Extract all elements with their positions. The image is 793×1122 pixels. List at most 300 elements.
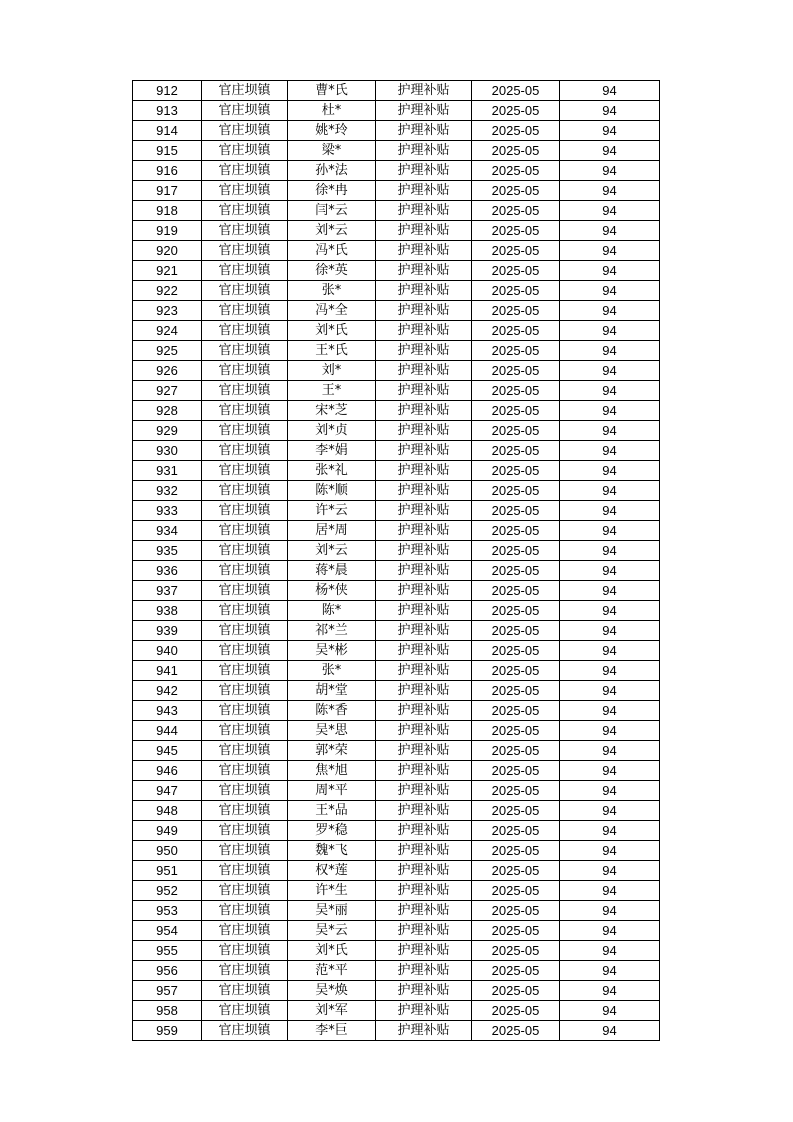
amount-cell: 94 — [560, 541, 660, 561]
subsidy-type-cell: 护理补贴 — [376, 301, 472, 321]
amount-cell: 94 — [560, 241, 660, 261]
name-cell: 许*生 — [288, 881, 376, 901]
row-number-cell: 914 — [133, 121, 202, 141]
name-cell: 吴*思 — [288, 721, 376, 741]
table-row — [133, 241, 660, 261]
amount-cell: 94 — [560, 781, 660, 801]
name-cell: 李*巨 — [288, 1021, 376, 1041]
table-row — [133, 1021, 660, 1041]
table-row — [133, 861, 660, 881]
row-number-cell: 917 — [133, 181, 202, 201]
name-cell: 冯*氏 — [288, 241, 376, 261]
town-cell: 官庄坝镇 — [202, 621, 288, 641]
row-number-cell: 959 — [133, 1021, 202, 1041]
amount-cell: 94 — [560, 841, 660, 861]
town-cell: 官庄坝镇 — [202, 461, 288, 481]
amount-cell: 94 — [560, 81, 660, 101]
row-number-cell: 928 — [133, 401, 202, 421]
name-cell: 曹*氏 — [288, 81, 376, 101]
period-cell: 2025-05 — [472, 201, 560, 221]
period-cell: 2025-05 — [472, 841, 560, 861]
subsidy-type-cell: 护理补贴 — [376, 761, 472, 781]
name-cell: 陈*顺 — [288, 481, 376, 501]
amount-cell: 94 — [560, 221, 660, 241]
period-cell: 2025-05 — [472, 181, 560, 201]
town-cell: 官庄坝镇 — [202, 241, 288, 261]
name-cell: 权*莲 — [288, 861, 376, 881]
name-cell: 吴*彬 — [288, 641, 376, 661]
table-row — [133, 801, 660, 821]
name-cell: 祁*兰 — [288, 621, 376, 641]
row-number-cell: 942 — [133, 681, 202, 701]
amount-cell: 94 — [560, 1001, 660, 1021]
name-cell: 李*娟 — [288, 441, 376, 461]
subsidy-type-cell: 护理补贴 — [376, 501, 472, 521]
subsidy-type-cell: 护理补贴 — [376, 361, 472, 381]
town-cell: 官庄坝镇 — [202, 141, 288, 161]
amount-cell: 94 — [560, 621, 660, 641]
table-row — [133, 401, 660, 421]
town-cell: 官庄坝镇 — [202, 941, 288, 961]
amount-cell: 94 — [560, 181, 660, 201]
row-number-cell: 930 — [133, 441, 202, 461]
name-cell: 徐*冉 — [288, 181, 376, 201]
town-cell: 官庄坝镇 — [202, 361, 288, 381]
subsidy-type-cell: 护理补贴 — [376, 581, 472, 601]
period-cell: 2025-05 — [472, 581, 560, 601]
table-row — [133, 321, 660, 341]
name-cell: 吴*焕 — [288, 981, 376, 1001]
name-cell: 魏*飞 — [288, 841, 376, 861]
row-number-cell: 940 — [133, 641, 202, 661]
subsidy-type-cell: 护理补贴 — [376, 161, 472, 181]
name-cell: 张*礼 — [288, 461, 376, 481]
amount-cell: 94 — [560, 801, 660, 821]
row-number-cell: 918 — [133, 201, 202, 221]
amount-cell: 94 — [560, 341, 660, 361]
amount-cell: 94 — [560, 381, 660, 401]
subsidy-type-cell: 护理补贴 — [376, 481, 472, 501]
period-cell: 2025-05 — [472, 121, 560, 141]
town-cell: 官庄坝镇 — [202, 681, 288, 701]
table-row — [133, 921, 660, 941]
row-number-cell: 941 — [133, 661, 202, 681]
town-cell: 官庄坝镇 — [202, 501, 288, 521]
amount-cell: 94 — [560, 521, 660, 541]
table-row — [133, 541, 660, 561]
subsidy-type-cell: 护理补贴 — [376, 281, 472, 301]
period-cell: 2025-05 — [472, 101, 560, 121]
town-cell: 官庄坝镇 — [202, 661, 288, 681]
subsidy-type-cell: 护理补贴 — [376, 861, 472, 881]
period-cell: 2025-05 — [472, 901, 560, 921]
subsidy-type-cell: 护理补贴 — [376, 521, 472, 541]
period-cell: 2025-05 — [472, 541, 560, 561]
period-cell: 2025-05 — [472, 341, 560, 361]
row-number-cell: 954 — [133, 921, 202, 941]
amount-cell: 94 — [560, 961, 660, 981]
town-cell: 官庄坝镇 — [202, 1021, 288, 1041]
town-cell: 官庄坝镇 — [202, 401, 288, 421]
subsidy-type-cell: 护理补贴 — [376, 101, 472, 121]
row-number-cell: 949 — [133, 821, 202, 841]
town-cell: 官庄坝镇 — [202, 81, 288, 101]
subsidy-type-cell: 护理补贴 — [376, 941, 472, 961]
period-cell: 2025-05 — [472, 481, 560, 501]
period-cell: 2025-05 — [472, 521, 560, 541]
subsidy-type-cell: 护理补贴 — [376, 561, 472, 581]
town-cell: 官庄坝镇 — [202, 521, 288, 541]
name-cell: 姚*玲 — [288, 121, 376, 141]
name-cell: 范*平 — [288, 961, 376, 981]
period-cell: 2025-05 — [472, 661, 560, 681]
subsidy-type-cell: 护理补贴 — [376, 381, 472, 401]
period-cell: 2025-05 — [472, 161, 560, 181]
row-number-cell: 922 — [133, 281, 202, 301]
town-cell: 官庄坝镇 — [202, 721, 288, 741]
subsidy-table — [132, 80, 660, 1041]
row-number-cell: 920 — [133, 241, 202, 261]
table-row — [133, 501, 660, 521]
table-row — [133, 901, 660, 921]
subsidy-type-cell: 护理补贴 — [376, 321, 472, 341]
name-cell: 许*云 — [288, 501, 376, 521]
table-row — [133, 681, 660, 701]
row-number-cell: 927 — [133, 381, 202, 401]
table-row — [133, 661, 660, 681]
period-cell: 2025-05 — [472, 561, 560, 581]
row-number-cell: 934 — [133, 521, 202, 541]
table-row — [133, 201, 660, 221]
table-row — [133, 161, 660, 181]
row-number-cell: 937 — [133, 581, 202, 601]
town-cell: 官庄坝镇 — [202, 981, 288, 1001]
row-number-cell: 933 — [133, 501, 202, 521]
amount-cell: 94 — [560, 981, 660, 1001]
amount-cell: 94 — [560, 121, 660, 141]
subsidy-type-cell: 护理补贴 — [376, 641, 472, 661]
name-cell: 王*品 — [288, 801, 376, 821]
period-cell: 2025-05 — [472, 861, 560, 881]
table-row — [133, 641, 660, 661]
name-cell: 刘*云 — [288, 541, 376, 561]
period-cell: 2025-05 — [472, 821, 560, 841]
period-cell: 2025-05 — [472, 1001, 560, 1021]
name-cell: 刘*云 — [288, 221, 376, 241]
subsidy-type-cell: 护理补贴 — [376, 981, 472, 1001]
row-number-cell: 950 — [133, 841, 202, 861]
table-row — [133, 821, 660, 841]
amount-cell: 94 — [560, 501, 660, 521]
amount-cell: 94 — [560, 321, 660, 341]
amount-cell: 94 — [560, 441, 660, 461]
town-cell: 官庄坝镇 — [202, 781, 288, 801]
period-cell: 2025-05 — [472, 381, 560, 401]
amount-cell: 94 — [560, 921, 660, 941]
name-cell: 吴*丽 — [288, 901, 376, 921]
town-cell: 官庄坝镇 — [202, 641, 288, 661]
town-cell: 官庄坝镇 — [202, 161, 288, 181]
table-row — [133, 121, 660, 141]
subsidy-type-cell: 护理补贴 — [376, 741, 472, 761]
name-cell: 孙*法 — [288, 161, 376, 181]
town-cell: 官庄坝镇 — [202, 421, 288, 441]
row-number-cell: 958 — [133, 1001, 202, 1021]
row-number-cell: 944 — [133, 721, 202, 741]
town-cell: 官庄坝镇 — [202, 181, 288, 201]
period-cell: 2025-05 — [472, 301, 560, 321]
period-cell: 2025-05 — [472, 721, 560, 741]
period-cell: 2025-05 — [472, 461, 560, 481]
name-cell: 张* — [288, 661, 376, 681]
period-cell: 2025-05 — [472, 621, 560, 641]
table-row — [133, 741, 660, 761]
town-cell: 官庄坝镇 — [202, 701, 288, 721]
table-row — [133, 261, 660, 281]
name-cell: 吴*云 — [288, 921, 376, 941]
period-cell: 2025-05 — [472, 681, 560, 701]
town-cell: 官庄坝镇 — [202, 861, 288, 881]
town-cell: 官庄坝镇 — [202, 121, 288, 141]
table-row — [133, 881, 660, 901]
amount-cell: 94 — [560, 161, 660, 181]
subsidy-type-cell: 护理补贴 — [376, 701, 472, 721]
table-row — [133, 761, 660, 781]
row-number-cell: 952 — [133, 881, 202, 901]
period-cell: 2025-05 — [472, 441, 560, 461]
table-row — [133, 961, 660, 981]
row-number-cell: 945 — [133, 741, 202, 761]
name-cell: 罗*稳 — [288, 821, 376, 841]
town-cell: 官庄坝镇 — [202, 601, 288, 621]
town-cell: 官庄坝镇 — [202, 901, 288, 921]
name-cell: 胡*堂 — [288, 681, 376, 701]
amount-cell: 94 — [560, 261, 660, 281]
town-cell: 官庄坝镇 — [202, 101, 288, 121]
period-cell: 2025-05 — [472, 401, 560, 421]
subsidy-type-cell: 护理补贴 — [376, 401, 472, 421]
table-row — [133, 621, 660, 641]
town-cell: 官庄坝镇 — [202, 201, 288, 221]
subsidy-type-cell: 护理补贴 — [376, 801, 472, 821]
town-cell: 官庄坝镇 — [202, 921, 288, 941]
name-cell: 徐*英 — [288, 261, 376, 281]
table-row — [133, 141, 660, 161]
table-row — [133, 81, 660, 101]
table-row — [133, 781, 660, 801]
period-cell: 2025-05 — [472, 981, 560, 1001]
subsidy-type-cell: 护理补贴 — [376, 421, 472, 441]
table-row — [133, 1001, 660, 1021]
town-cell: 官庄坝镇 — [202, 261, 288, 281]
subsidy-type-cell: 护理补贴 — [376, 121, 472, 141]
subsidy-type-cell: 护理补贴 — [376, 1001, 472, 1021]
amount-cell: 94 — [560, 741, 660, 761]
period-cell: 2025-05 — [472, 941, 560, 961]
period-cell: 2025-05 — [472, 761, 560, 781]
name-cell: 杨*侠 — [288, 581, 376, 601]
town-cell: 官庄坝镇 — [202, 961, 288, 981]
subsidy-type-cell: 护理补贴 — [376, 461, 472, 481]
amount-cell: 94 — [560, 721, 660, 741]
town-cell: 官庄坝镇 — [202, 581, 288, 601]
name-cell: 王*氏 — [288, 341, 376, 361]
table-body — [133, 81, 660, 1041]
subsidy-type-cell: 护理补贴 — [376, 141, 472, 161]
row-number-cell: 955 — [133, 941, 202, 961]
period-cell: 2025-05 — [472, 421, 560, 441]
row-number-cell: 947 — [133, 781, 202, 801]
subsidy-type-cell: 护理补贴 — [376, 181, 472, 201]
period-cell: 2025-05 — [472, 701, 560, 721]
name-cell: 居*周 — [288, 521, 376, 541]
name-cell: 刘*氏 — [288, 941, 376, 961]
period-cell: 2025-05 — [472, 741, 560, 761]
amount-cell: 94 — [560, 361, 660, 381]
period-cell: 2025-05 — [472, 321, 560, 341]
subsidy-type-cell: 护理补贴 — [376, 1021, 472, 1041]
row-number-cell: 948 — [133, 801, 202, 821]
amount-cell: 94 — [560, 461, 660, 481]
town-cell: 官庄坝镇 — [202, 441, 288, 461]
amount-cell: 94 — [560, 821, 660, 841]
name-cell: 张* — [288, 281, 376, 301]
table-row — [133, 341, 660, 361]
table-row — [133, 941, 660, 961]
town-cell: 官庄坝镇 — [202, 221, 288, 241]
subsidy-type-cell: 护理补贴 — [376, 441, 472, 461]
subsidy-type-cell: 护理补贴 — [376, 661, 472, 681]
amount-cell: 94 — [560, 421, 660, 441]
row-number-cell: 957 — [133, 981, 202, 1001]
name-cell: 宋*芝 — [288, 401, 376, 421]
name-cell: 刘* — [288, 361, 376, 381]
row-number-cell: 926 — [133, 361, 202, 381]
row-number-cell: 931 — [133, 461, 202, 481]
amount-cell: 94 — [560, 401, 660, 421]
table-row — [133, 461, 660, 481]
town-cell: 官庄坝镇 — [202, 881, 288, 901]
table-row — [133, 521, 660, 541]
subsidy-type-cell: 护理补贴 — [376, 961, 472, 981]
period-cell: 2025-05 — [472, 81, 560, 101]
town-cell: 官庄坝镇 — [202, 561, 288, 581]
amount-cell: 94 — [560, 301, 660, 321]
row-number-cell: 946 — [133, 761, 202, 781]
subsidy-type-cell: 护理补贴 — [376, 261, 472, 281]
period-cell: 2025-05 — [472, 881, 560, 901]
row-number-cell: 912 — [133, 81, 202, 101]
row-number-cell: 953 — [133, 901, 202, 921]
row-number-cell: 951 — [133, 861, 202, 881]
subsidy-type-cell: 护理补贴 — [376, 721, 472, 741]
amount-cell: 94 — [560, 141, 660, 161]
amount-cell: 94 — [560, 701, 660, 721]
period-cell: 2025-05 — [472, 781, 560, 801]
subsidy-type-cell: 护理补贴 — [376, 621, 472, 641]
amount-cell: 94 — [560, 641, 660, 661]
name-cell: 闫*云 — [288, 201, 376, 221]
table-row — [133, 721, 660, 741]
period-cell: 2025-05 — [472, 501, 560, 521]
subsidy-type-cell: 护理补贴 — [376, 81, 472, 101]
period-cell: 2025-05 — [472, 961, 560, 981]
name-cell: 陈* — [288, 601, 376, 621]
town-cell: 官庄坝镇 — [202, 381, 288, 401]
name-cell: 刘*贞 — [288, 421, 376, 441]
row-number-cell: 936 — [133, 561, 202, 581]
table-row — [133, 181, 660, 201]
town-cell: 官庄坝镇 — [202, 541, 288, 561]
row-number-cell: 913 — [133, 101, 202, 121]
table-row — [133, 281, 660, 301]
amount-cell: 94 — [560, 881, 660, 901]
row-number-cell: 921 — [133, 261, 202, 281]
amount-cell: 94 — [560, 861, 660, 881]
period-cell: 2025-05 — [472, 1021, 560, 1041]
town-cell: 官庄坝镇 — [202, 741, 288, 761]
subsidy-type-cell: 护理补贴 — [376, 221, 472, 241]
name-cell: 梁* — [288, 141, 376, 161]
name-cell: 周*平 — [288, 781, 376, 801]
name-cell: 冯*全 — [288, 301, 376, 321]
row-number-cell: 956 — [133, 961, 202, 981]
amount-cell: 94 — [560, 101, 660, 121]
table-row — [133, 601, 660, 621]
table-row — [133, 361, 660, 381]
table-row — [133, 301, 660, 321]
name-cell: 焦*旭 — [288, 761, 376, 781]
subsidy-type-cell: 护理补贴 — [376, 881, 472, 901]
period-cell: 2025-05 — [472, 801, 560, 821]
row-number-cell: 923 — [133, 301, 202, 321]
row-number-cell: 929 — [133, 421, 202, 441]
subsidy-type-cell: 护理补贴 — [376, 921, 472, 941]
town-cell: 官庄坝镇 — [202, 321, 288, 341]
table-row — [133, 561, 660, 581]
subsidy-type-cell: 护理补贴 — [376, 901, 472, 921]
town-cell: 官庄坝镇 — [202, 761, 288, 781]
amount-cell: 94 — [560, 201, 660, 221]
subsidy-type-cell: 护理补贴 — [376, 201, 472, 221]
town-cell: 官庄坝镇 — [202, 841, 288, 861]
subsidy-type-cell: 护理补贴 — [376, 781, 472, 801]
period-cell: 2025-05 — [472, 921, 560, 941]
table-row — [133, 841, 660, 861]
period-cell: 2025-05 — [472, 261, 560, 281]
name-cell: 王* — [288, 381, 376, 401]
row-number-cell: 938 — [133, 601, 202, 621]
amount-cell: 94 — [560, 1021, 660, 1041]
town-cell: 官庄坝镇 — [202, 281, 288, 301]
period-cell: 2025-05 — [472, 281, 560, 301]
row-number-cell: 939 — [133, 621, 202, 641]
amount-cell: 94 — [560, 481, 660, 501]
town-cell: 官庄坝镇 — [202, 301, 288, 321]
table-row — [133, 221, 660, 241]
name-cell: 郭*荣 — [288, 741, 376, 761]
amount-cell: 94 — [560, 581, 660, 601]
name-cell: 刘*氏 — [288, 321, 376, 341]
amount-cell: 94 — [560, 761, 660, 781]
town-cell: 官庄坝镇 — [202, 341, 288, 361]
name-cell: 杜* — [288, 101, 376, 121]
table-row — [133, 421, 660, 441]
subsidy-type-cell: 护理补贴 — [376, 241, 472, 261]
amount-cell: 94 — [560, 681, 660, 701]
town-cell: 官庄坝镇 — [202, 821, 288, 841]
subsidy-type-cell: 护理补贴 — [376, 821, 472, 841]
